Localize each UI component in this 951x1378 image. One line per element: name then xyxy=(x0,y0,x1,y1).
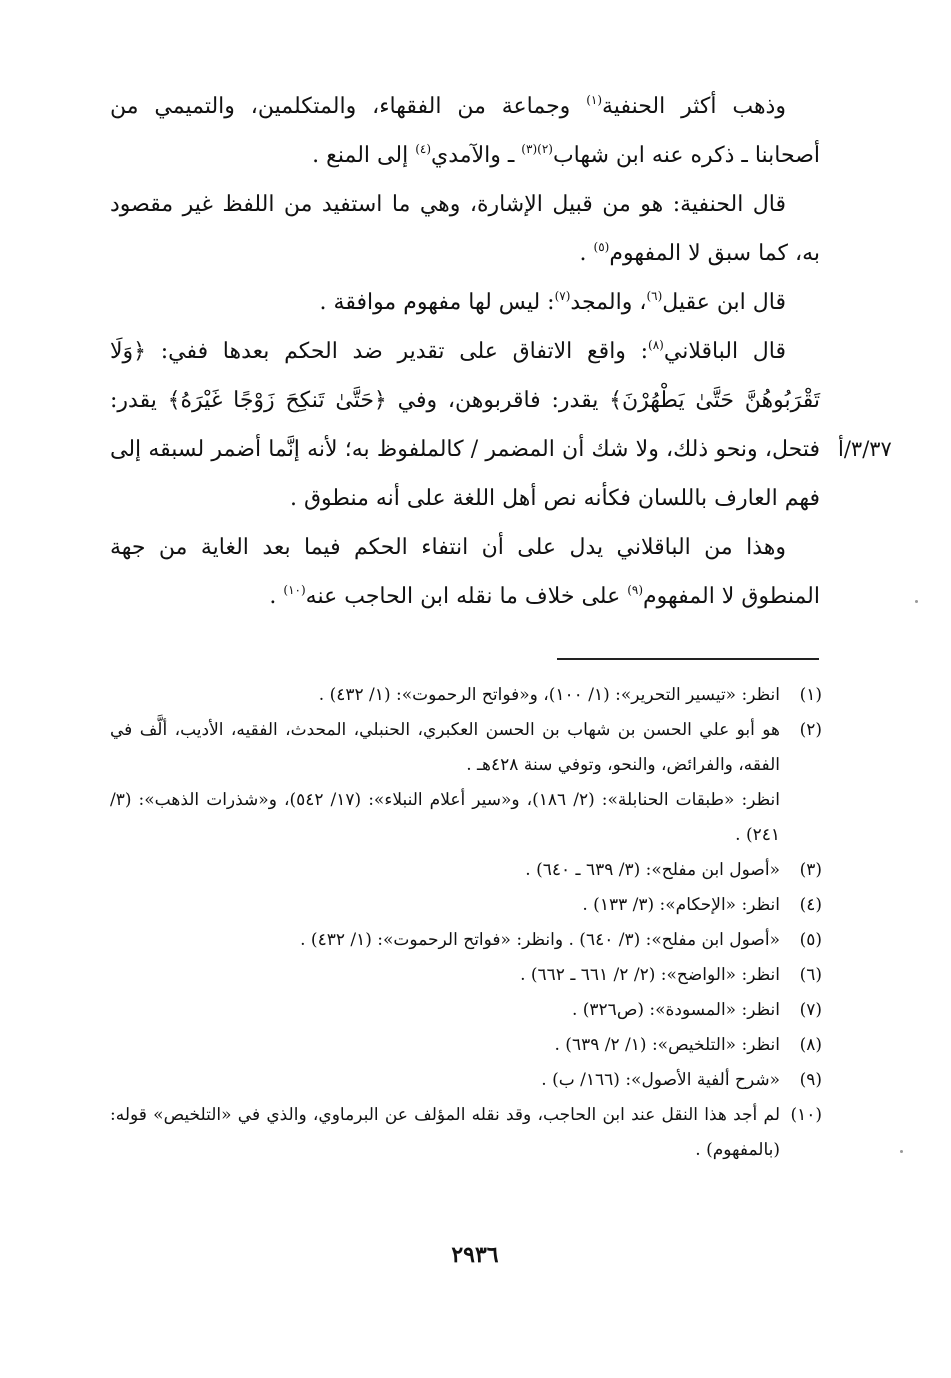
footnote-ref: (٢)(٣) xyxy=(521,142,553,156)
paragraph-3: قال ابن عقيل$^{(٦)}$، والمجد$^{(٧)}$: ليس لها مفهوم موافقة . xyxy=(319,289,786,315)
footnote-10: (١٠) لم أجد هذا النقل عند ابن الحاجب، وقد نقله المؤلف عن البرماوي، والذي في «التلخيص» قوله: (بالمفهوم) . xyxy=(110,1098,822,1168)
footnote-3: (٣) «أصول ابن مفلح»: (٣/ ٦٣٩ ـ ٦٤٠) . xyxy=(110,853,822,888)
footnote-number: (٥) xyxy=(799,930,822,950)
footnote-ref: (٤) xyxy=(415,142,432,156)
footnote-number: (٨) xyxy=(799,1035,822,1055)
footnote-number: (٤) xyxy=(799,895,822,915)
paragraph-2: قال الحنفية: هو من قبيل الإشارة، وهي ما استفيد من اللفظ غير مقصود به، كما سبق لا المفهوم$^{(٥)}$ . xyxy=(110,192,820,266)
scan-speck xyxy=(915,600,918,603)
footnote-number: (١) xyxy=(799,685,822,705)
footnote-number: (٦) xyxy=(799,965,822,985)
footnote-4: (٤) انظر: «الإحكام»: (٣/ ١٣٣) . xyxy=(110,888,822,923)
footnote-number: (٣) xyxy=(799,860,822,880)
paragraph-1: وذهب أكثر الحنفية$^{(١)}$ وجماعة من الفقهاء، والمتكلمين، والتميمي من أصحابنا ـ ذكره عنه ابن شهاب$^{(٢)(٣)}$ ـ والآمدي$^{(٤)}$ إلى المنع . xyxy=(110,93,820,168)
main-text xyxy=(110,82,820,621)
footnote-number: (٩) xyxy=(799,1070,822,1090)
footnote-ref: (٨) xyxy=(648,338,664,352)
footnote-number: (٢) xyxy=(799,720,822,740)
manuscript-folio-ref: ٣/٣٧/أ xyxy=(838,437,892,461)
footnotes xyxy=(110,678,822,1168)
footnote-5: (٥) «أصول ابن مفلح»: (٣/ ٦٤٠) . وانظر: «فواتح الرحموت»: (١/ ٤٣٢) . xyxy=(110,923,822,958)
footnote-ref: (٥) xyxy=(593,240,610,254)
footnote-9: (٩) «شرح ألفية الأصول»: (١٦٦/ ب) . xyxy=(110,1063,822,1098)
paragraph-4: قال الباقلاني$^{(٨)}$: واقع الاتفاق على تقدير ضد الحكم بعدها ففي: ﴿وَلَا تَقْرَبُوهُنَّ حَتَّىٰ يَطْهُرْنَ﴾ يقدر: فاقربوهن، وفي ﴿حَتَّىٰ تَنكِحَ زَوْجًا غَيْرَهُ﴾ يقدر: فتحل، ونحو ذلك، ولا شك أن المضمر / كالملفوظ به؛ لأنه إنَّما أضمر لسبقه إلى فهم العارف باللسان فكأنه نص أهل اللغة على أنه منطوق . xyxy=(110,338,820,511)
footnote-2: (٢) هو أبو علي الحسن بن شهاب بن الحسن العكبري، الحنبلي، المحدث، الفقيه، الأديب، ألَّف في الفقه، والفرائض، والنحو، وتوفي سنة ٤٢٨هـ . انظر: «طبقات الحنابلة»: (٢/ ١٨٦)، و«سير أعلام النبلاء»: (١٧/ ٥٤٢)، و«شذرات الذهب»: (٣/ ٢٤١) . xyxy=(110,713,822,853)
scan-speck xyxy=(900,1150,903,1153)
footnote-8: (٨) انظر: «التلخيص»: (١/ ٢/ ٦٣٩) . xyxy=(110,1028,822,1063)
footnote-6: (٦) انظر: «الواضح»: (٢/ ٢/ ٦٦١ ـ ٦٦٢) . xyxy=(110,958,822,993)
footnote-1: (١) انظر: «تيسير التحرير»: (١/ ١٠٠)، و«فواتح الرحموت»: (١/ ٤٣٢) . xyxy=(110,678,822,713)
footnote-number: (٧) xyxy=(799,1000,822,1020)
footnote-7: (٧) انظر: «المسودة»: (ص٣٢٦) . xyxy=(110,993,822,1028)
footnote-ref: (٧) xyxy=(554,289,571,303)
page-number: ٢٩٣٦ xyxy=(451,1242,499,1268)
paragraph-5: وهذا من الباقلاني يدل على أن انتفاء الحكم فيما بعد الغاية من جهة المنطوق لا المفهوم$^{(٩)}$ على خلاف ما نقله ابن الحاجب عنه$^{(١٠)}$ . xyxy=(110,535,820,609)
footnote-separator xyxy=(557,658,819,660)
footnote-ref: (٩) xyxy=(627,583,644,597)
footnote-ref: (١) xyxy=(586,93,603,107)
footnote-number: (١٠) xyxy=(790,1105,822,1125)
footnote-ref: (٦) xyxy=(646,289,663,303)
footnote-ref: (١٠) xyxy=(283,583,306,597)
